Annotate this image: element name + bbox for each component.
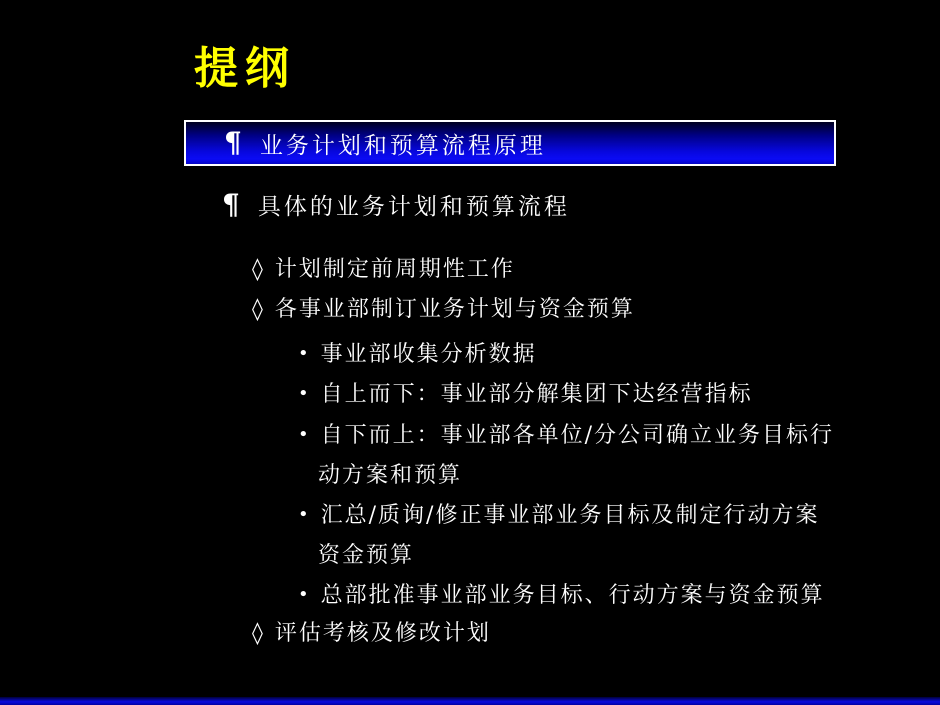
- pilcrow-icon: ¶: [224, 126, 242, 159]
- page-title: 提纲: [194, 43, 296, 94]
- outline-item-text: 资金预算: [318, 543, 415, 568]
- dot-bullet-icon: •: [298, 424, 311, 445]
- dot-bullet-icon: •: [298, 584, 311, 605]
- outline-item: [298, 578, 825, 609]
- outline-item: [298, 377, 753, 408]
- outline-item-continuation: [318, 458, 462, 489]
- section-2-label: 具体的业务计划和预算流程: [257, 194, 570, 220]
- outline-item-text: 自下而上：事业部各单位/分公司确立业务目标行: [320, 423, 835, 448]
- outline-item-text: 自上而下：事业部分解集团下达经营指标: [320, 382, 753, 407]
- dot-bullet-icon: •: [298, 343, 311, 364]
- outline-item-text: 动方案和预算: [318, 463, 463, 488]
- bottom-accent-bar: [0, 697, 940, 705]
- dot-bullet-icon: •: [298, 504, 311, 525]
- outline-item: [252, 252, 515, 283]
- diamond-bullet-icon: ◊: [252, 257, 265, 282]
- outline-item-text: 事业部收集分析数据: [320, 342, 537, 367]
- dot-bullet-icon: •: [298, 383, 311, 404]
- outline-item: [298, 498, 819, 529]
- pilcrow-icon: ¶: [222, 187, 240, 221]
- outline-item-text: 计划制定前周期性工作: [274, 257, 515, 282]
- outline-item-text: 汇总/质询/修正事业部业务目标及制定行动方案: [320, 503, 820, 528]
- diamond-bullet-icon: ◊: [252, 621, 265, 646]
- outline-item: [252, 616, 491, 647]
- outline-item: [298, 337, 537, 368]
- section-1-label: 业务计划和预算流程原理: [259, 132, 546, 159]
- diamond-bullet-icon: ◊: [252, 297, 265, 322]
- outline-item-text: 评估考核及修改计划: [274, 621, 491, 646]
- outline-item: [252, 292, 635, 323]
- outline-item-text: 总部批准事业部业务目标、行动方案与资金预算: [320, 583, 825, 608]
- outline-item-continuation: [318, 538, 414, 569]
- outline-item: [298, 418, 834, 449]
- section-2-heading: [222, 188, 570, 221]
- outline-item-text: 各事业部制订业务计划与资金预算: [274, 297, 635, 322]
- section-highlight-bar[interactable]: [184, 120, 836, 166]
